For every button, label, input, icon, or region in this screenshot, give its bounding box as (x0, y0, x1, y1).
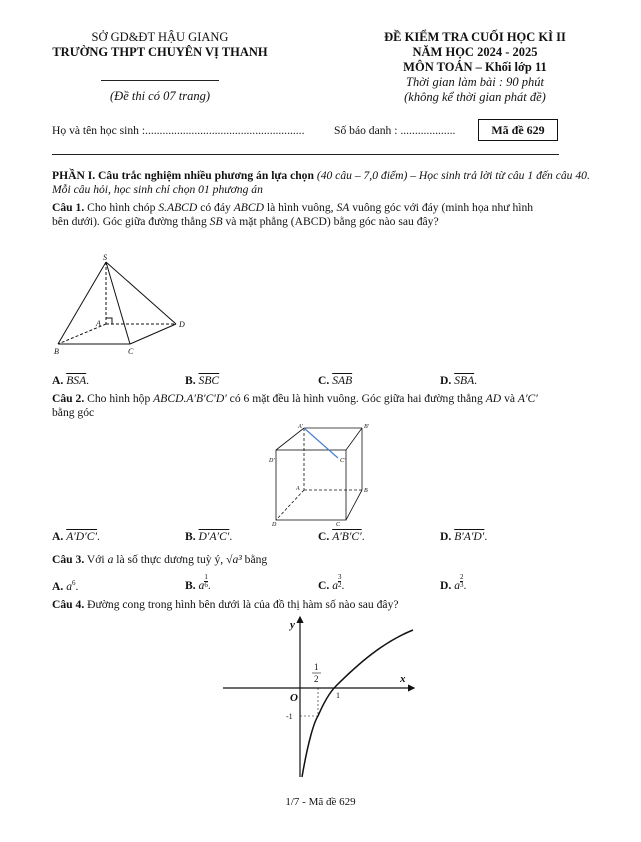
separator (52, 154, 559, 155)
q2-option-c-letter: C. (318, 530, 330, 543)
q1-option-b-value: $\overline{SBC}$ (198, 374, 220, 387)
q2-option-d[interactable]: D. B′A′D′. (440, 530, 488, 543)
q4-body: Đường cong trong hình bên dưới là của đồ thị hàm số nào sau đây? (87, 598, 399, 611)
q3-option-c-exp-den: 2 (337, 581, 342, 589)
pyramid-figure (48, 252, 198, 362)
q1-option-a-letter: A. (52, 374, 64, 387)
fig1-label-s: S (103, 253, 107, 262)
q2-label: Câu 2. (52, 392, 85, 405)
q2-option-c[interactable]: C. A′B′C′. (318, 530, 365, 543)
fig2-label-a1: A′ (298, 424, 303, 430)
q3-option-a[interactable]: A. $a^6$. (52, 579, 79, 593)
q4-label: Câu 4. (52, 598, 85, 611)
department: SỞ GD&ĐT HẬU GIANG (91, 30, 229, 44)
q2-text-c: và (504, 392, 516, 405)
q3-option-d-exp-den: 3 (459, 581, 464, 589)
q3-option-b-exp-den: 6 (204, 581, 208, 589)
q1-m3: SA (336, 201, 350, 214)
fig2-label-c: C (336, 522, 341, 528)
q1-option-d-letter: D. (440, 374, 452, 387)
q3-option-b-base: a (198, 579, 205, 592)
q3-option-a-letter: A. (52, 579, 64, 593)
q1-label: Câu 1. (52, 201, 85, 214)
fig2-label-d: D (272, 522, 277, 528)
q2-line2: bằng góc (52, 406, 95, 419)
part1-title: PHẦN I. Câu trắc nghiệm nhiều phương án lựa chọn (52, 169, 314, 182)
q3-m1: a (107, 553, 114, 566)
time: Thời gian làm bài : 90 phút (406, 75, 544, 89)
pages-note: (Đề thi có 07 trang) (110, 89, 210, 103)
q2-option-d-letter: D. (440, 530, 452, 543)
q3-option-d-letter: D. (440, 579, 452, 592)
q2-m2: AD (485, 392, 502, 405)
school-name: TRƯỜNG THPT CHUYÊN VỊ THANH (52, 45, 268, 59)
q3-label: Câu 3. (52, 553, 85, 566)
exam-code-box: Mã đề 629 (478, 119, 558, 141)
q3-option-d[interactable]: D. a $\frac{2}{3}$ . (440, 573, 467, 592)
q1-option-c[interactable] (318, 374, 352, 387)
q1-m2: ABCD (233, 201, 264, 214)
q1-line2-a: bên dưới). Góc giữa đường thẳng (52, 215, 207, 228)
q1-option-c-letter: C. (318, 374, 330, 387)
fig2-label-c1: C′ (340, 458, 346, 464)
q1-text-c: là hình vuông, (266, 201, 334, 214)
q3-expr: √a³ (226, 553, 242, 566)
tick-one: 1 (336, 691, 340, 700)
cube-figure (264, 420, 384, 530)
fig1-label-d: D (179, 320, 185, 329)
fig2-label-b1: B′ (364, 424, 369, 430)
fig1-label-c: C (128, 347, 134, 356)
school-year: NĂM HỌC 2024 - 2025 (412, 45, 538, 59)
q3-option-d-base: a (454, 579, 460, 592)
q2-option-b[interactable]: B. D′A′C′. (185, 530, 233, 543)
time-note: (không kể thời gian phát đề) (404, 90, 546, 104)
q4-text (52, 598, 592, 612)
q2-text-a: Cho hình hộp (87, 392, 151, 405)
tick-minus-one: -1 (286, 712, 293, 721)
q3-option-b-letter: B. (185, 579, 196, 592)
q3-option-b-exp-num: 1 (204, 573, 208, 581)
q2-option-d-value: B′A′D′ (454, 530, 485, 543)
log-graph (218, 612, 418, 782)
q3-text (52, 553, 592, 567)
header-left (40, 30, 280, 104)
q1-option-b[interactable] (185, 374, 219, 387)
divider (101, 80, 219, 81)
q1-m1: S.ABCD (158, 201, 198, 214)
q3-option-d-exp-num: 2 (459, 573, 464, 581)
q3-option-b[interactable]: B. a $\frac{1}{6}$ . (185, 573, 211, 592)
q2-option-c-value: A′B′C′ (332, 530, 362, 543)
q3-option-c[interactable]: C. a $\frac{3}{2}$ . (318, 573, 345, 592)
q2-text (52, 392, 592, 420)
q3-text-b: là số thực dương tuỳ ý, (116, 553, 224, 566)
q1-option-d[interactable]: D. $\overline{SBA}$. (440, 374, 478, 387)
q1-option-c-value: $\overline{SAB}$ (332, 374, 353, 387)
y-label: y (290, 619, 295, 631)
subject: MÔN TOÁN – Khối lớp 11 (403, 60, 547, 74)
half-den: 2 (314, 674, 319, 684)
q3-option-a-base: a (66, 579, 72, 593)
q1-text-a: Cho hình chóp (87, 201, 156, 214)
q1-option-a-value: $\overline{BSA}$ (66, 374, 87, 387)
q2-m1: ABCD.A′B′C′D′ (153, 392, 227, 405)
student-id-label: Số báo danh : ................... (334, 124, 456, 137)
fig2-label-b: B (364, 488, 368, 494)
q2-option-a[interactable]: A. A′D′C′. (52, 530, 100, 543)
fig2-label-d1: D′ (269, 458, 275, 464)
q2-option-a-value: A′D′C′ (66, 530, 97, 543)
q3-text-a: Với (86, 553, 105, 566)
q1-option-d-value: $\overline{SBA}$ (454, 374, 475, 387)
fig1-label-a: A (96, 319, 101, 328)
q3-option-a-exp: 6 (71, 579, 76, 587)
q3-option-c-exp-num: 3 (337, 573, 342, 581)
q1-m4: SB (209, 215, 223, 228)
q2-option-a-letter: A. (52, 530, 64, 543)
origin-label: O (290, 692, 298, 704)
half-num: 1 (314, 662, 319, 672)
q2-option-b-letter: B. (185, 530, 196, 543)
part1-heading (52, 169, 592, 197)
curve (302, 630, 413, 777)
q2-text-b: có 6 mặt đều là hình vuông. Góc giữa hai đường thẳng (229, 392, 483, 405)
student-name-label: Họ và tên học sinh :....................................................... (52, 124, 305, 137)
part1-desc: (40 câu – 7,0 điểm) – Học sinh trả lời từ câu 1 đến câu 40. Mỗi câu hỏi, học sinh chỉ chọn 01 phương án (52, 169, 590, 196)
q1-option-b-letter: B. (185, 374, 196, 387)
q3-option-c-base: a (332, 579, 338, 592)
q2-m3: A′C′ (517, 392, 538, 405)
q1-line2-b: và mặt phẳng (ABCD) bằng góc nào sau đây? (225, 215, 439, 228)
exam-title: ĐỀ KIỂM TRA CUỐI HỌC KÌ II (384, 30, 566, 44)
q1-option-a[interactable]: A. $\overline{BSA}$. (52, 374, 90, 387)
footer: 1/7 - Mã đề 629 (285, 796, 356, 808)
q2-option-b-value: D′A′C′ (198, 530, 230, 543)
fig1-label-b: B (54, 347, 59, 356)
q1-text-b: có đáy (200, 201, 231, 214)
header-right (360, 30, 590, 105)
q1-text (52, 201, 592, 229)
fig2-label-a: A (296, 486, 300, 492)
x-label: x (400, 673, 406, 685)
q3-text-c: bằng (244, 553, 268, 566)
q1-text-d: vuông góc với đáy (minh họa như hình (352, 201, 534, 214)
q3-option-c-letter: C. (318, 579, 330, 592)
